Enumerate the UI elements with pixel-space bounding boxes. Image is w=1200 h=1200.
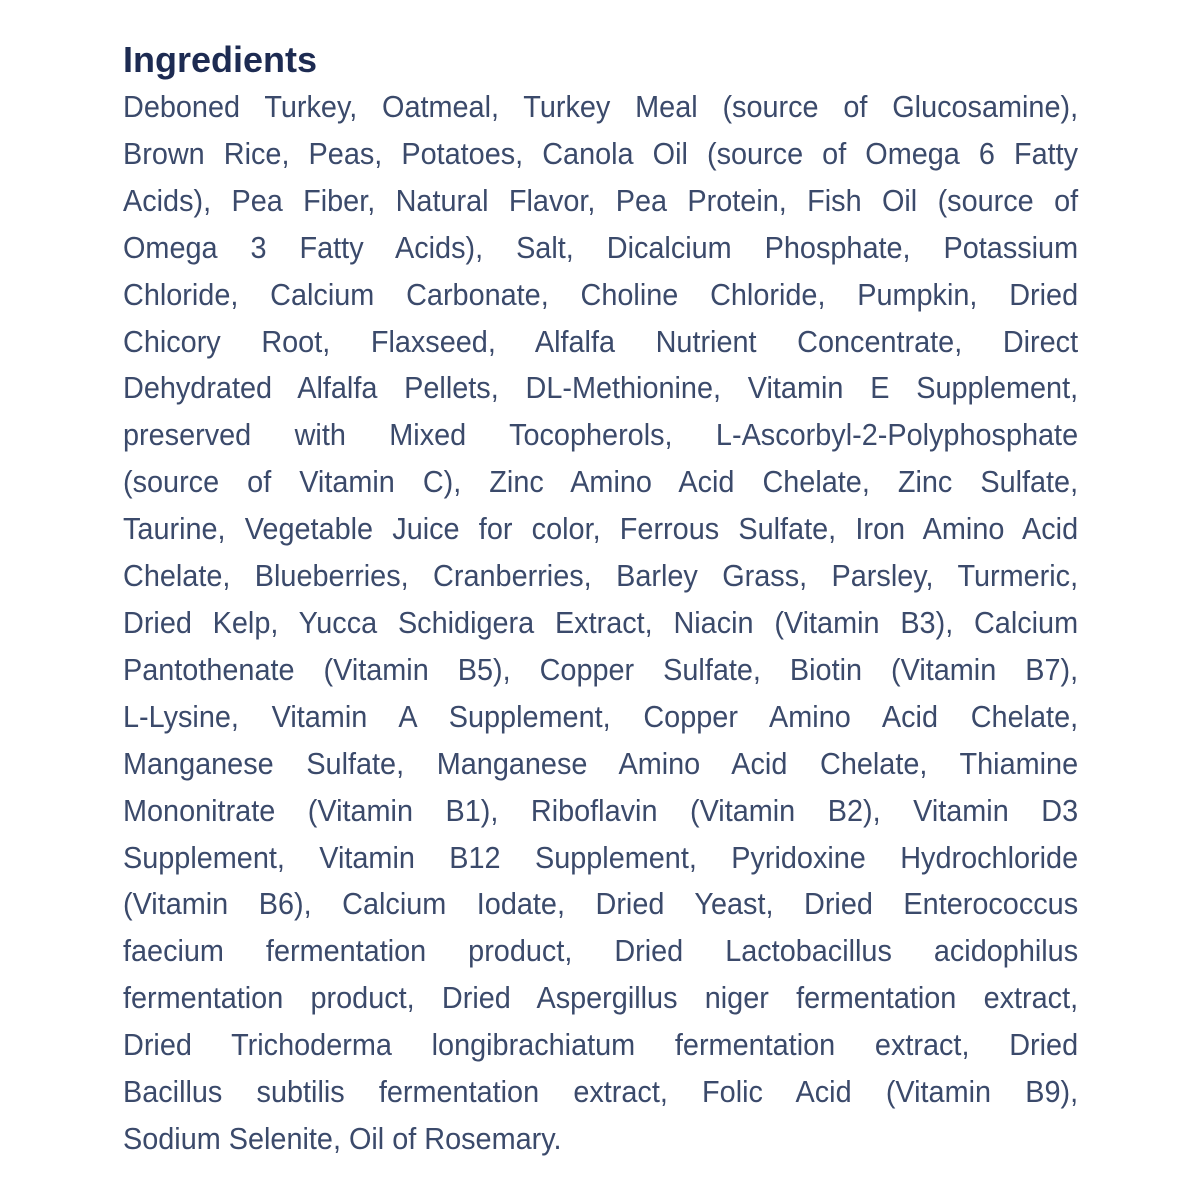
ingredients-line: (source of Vitamin C), Zinc Amino Acid Chelate, Zinc Sulfate, — [123, 464, 1079, 500]
ingredients-line: (Vitamin B6), Calcium Iodate, Dried Yeast, Dried Enterococcus — [123, 886, 1079, 922]
ingredients-list — [123, 84, 1079, 1163]
ingredients-line: Pantothenate (Vitamin B5), Copper Sulfate, Biotin (Vitamin B7), — [123, 651, 1079, 687]
ingredients-line: preserved with Mixed Tocopherols, L-Ascorbyl-2-Polyphosphate — [123, 417, 1079, 453]
ingredients-line: Chelate, Blueberries, Cranberries, Barley Grass, Parsley, Turmeric, — [123, 558, 1079, 594]
ingredients-line: faecium fermentation product, Dried Lactobacillus acidophilus — [123, 933, 1079, 969]
ingredients-line: L-Lysine, Vitamin A Supplement, Copper Amino Acid Chelate, — [123, 698, 1079, 734]
ingredients-line: Bacillus subtilis fermentation extract, Folic Acid (Vitamin B9), — [123, 1074, 1079, 1110]
ingredients-line: fermentation product, Dried Aspergillus niger fermentation extract, — [123, 980, 1079, 1016]
ingredients-line: Sodium Selenite, Oil of Rosemary. — [123, 1120, 562, 1156]
ingredients-line: Omega 3 Fatty Acids), Salt, Dicalcium Phosphate, Potassium — [123, 229, 1079, 265]
ingredients-line: Mononitrate (Vitamin B1), Riboflavin (Vitamin B2), Vitamin D3 — [123, 792, 1079, 828]
ingredients-line: Chicory Root, Flaxseed, Alfalfa Nutrient Concentrate, Direct — [123, 323, 1079, 359]
ingredients-heading: Ingredients — [123, 39, 318, 80]
ingredients-line: Chloride, Calcium Carbonate, Choline Chloride, Pumpkin, Dried — [123, 276, 1079, 312]
ingredients-line: Dried Kelp, Yucca Schidigera Extract, Niacin (Vitamin B3), Calcium — [123, 604, 1079, 640]
ingredients-line: Supplement, Vitamin B12 Supplement, Pyridoxine Hydrochloride — [123, 839, 1079, 875]
ingredients-line: Acids), Pea Fiber, Natural Flavor, Pea Protein, Fish Oil (source of — [123, 182, 1079, 218]
ingredients-line: Dried Trichoderma longibrachiatum fermentation extract, Dried — [123, 1027, 1079, 1063]
ingredients-line: Taurine, Vegetable Juice for color, Ferrous Sulfate, Iron Amino Acid — [123, 511, 1079, 547]
ingredients-line: Deboned Turkey, Oatmeal, Turkey Meal (source of Glucosamine), — [123, 89, 1079, 124]
ingredients-line: Manganese Sulfate, Manganese Amino Acid Chelate, Thiamine — [123, 745, 1079, 781]
ingredients-line: Dehydrated Alfalfa Pellets, DL-Methionine, Vitamin E Supplement, — [123, 370, 1079, 406]
ingredients-line: Brown Rice, Peas, Potatoes, Canola Oil (source of Omega 6 Fatty — [123, 135, 1079, 171]
